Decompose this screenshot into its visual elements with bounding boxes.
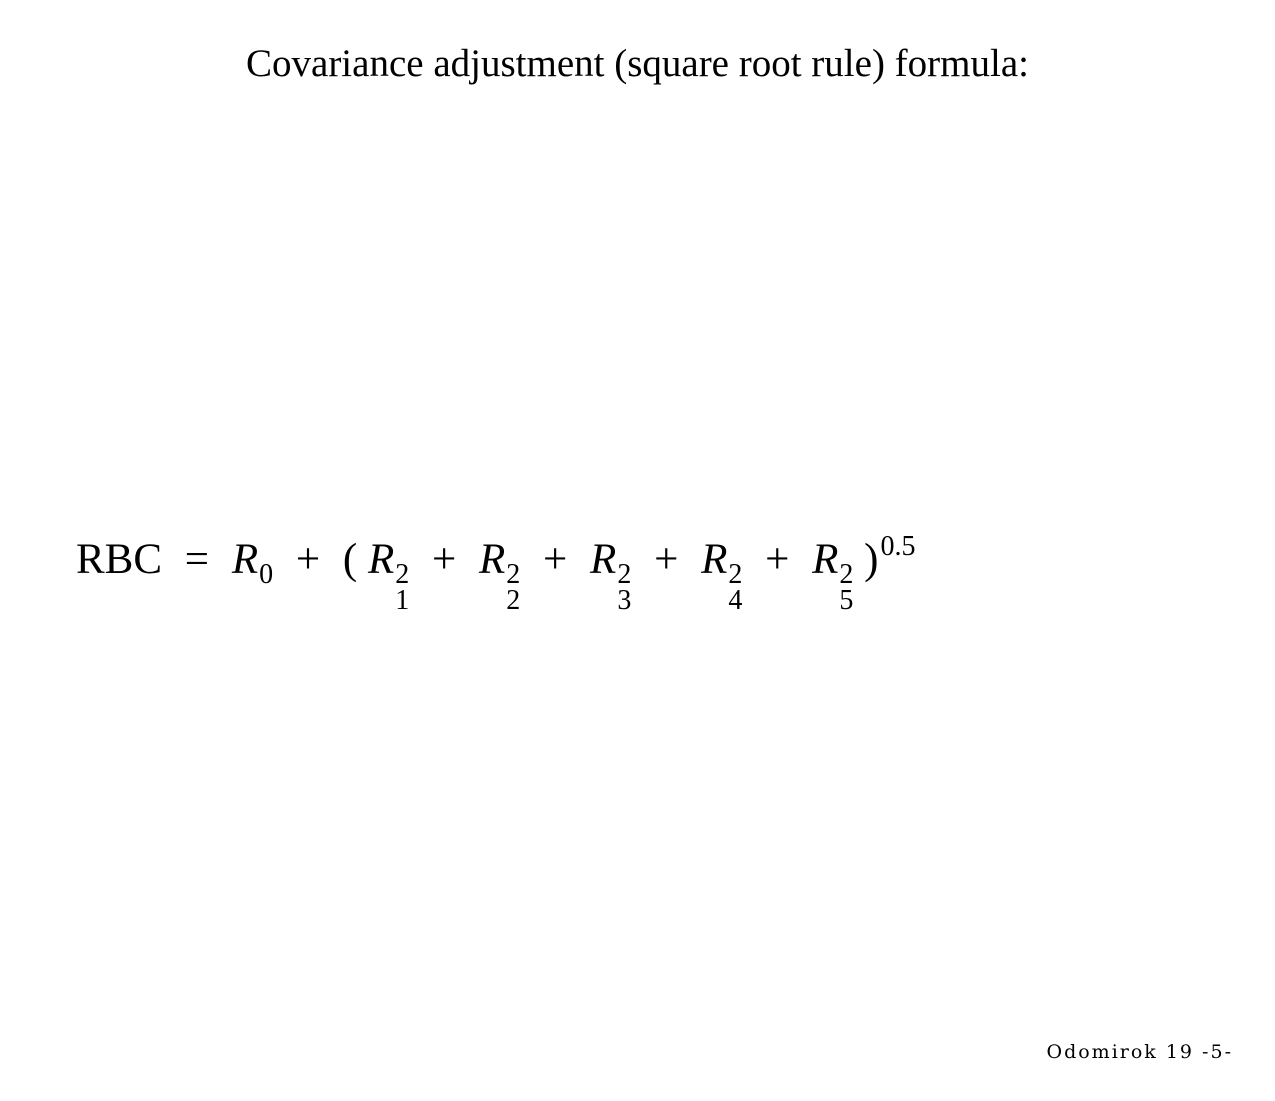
- term-variable: R: [590, 536, 617, 583]
- term-variable: R: [478, 536, 506, 583]
- term-variable: R: [812, 536, 839, 583]
- plus-sign: +: [654, 536, 679, 583]
- plus-sign: +: [765, 536, 790, 583]
- term-variable: R: [367, 536, 395, 583]
- term-variable: R: [231, 536, 259, 583]
- formula-term-r1: [368, 528, 409, 614]
- term-superscript: 2: [506, 559, 521, 590]
- formula-term-r4: [701, 528, 742, 614]
- term-subscript: 4: [728, 585, 743, 616]
- close-paren: ): [864, 536, 879, 583]
- formula-term-r3: [590, 528, 631, 614]
- term-subscript: 5: [839, 585, 854, 616]
- term-superscript: 2: [395, 559, 410, 590]
- term-subscript: 1: [395, 585, 410, 616]
- term-variable: R: [701, 536, 728, 583]
- page-footer: Odomirok 19 -5-: [1046, 1041, 1233, 1063]
- term-superscript: 2: [617, 559, 632, 590]
- formula-term-r2: [479, 528, 520, 614]
- term-superscript: 2: [728, 559, 743, 590]
- formula-exponent: 0.5: [880, 531, 916, 562]
- equals-sign: =: [184, 536, 210, 583]
- term-subscript: 0: [259, 559, 274, 590]
- term-subscript: 2: [506, 585, 521, 616]
- slide-title: Covariance adjustment (square root rule) formula:: [246, 42, 1029, 85]
- plus-sign: +: [543, 536, 568, 583]
- plus-sign: +: [295, 536, 321, 583]
- plus-sign: +: [431, 536, 457, 583]
- term-superscript: 2: [839, 559, 854, 590]
- formula-term-r5: [812, 528, 853, 614]
- formula-term-r0: [232, 528, 273, 597]
- open-paren: (: [342, 536, 358, 583]
- rbc-formula: [76, 528, 915, 614]
- term-subscript: 3: [617, 585, 632, 616]
- formula-lhs: RBC: [76, 536, 163, 583]
